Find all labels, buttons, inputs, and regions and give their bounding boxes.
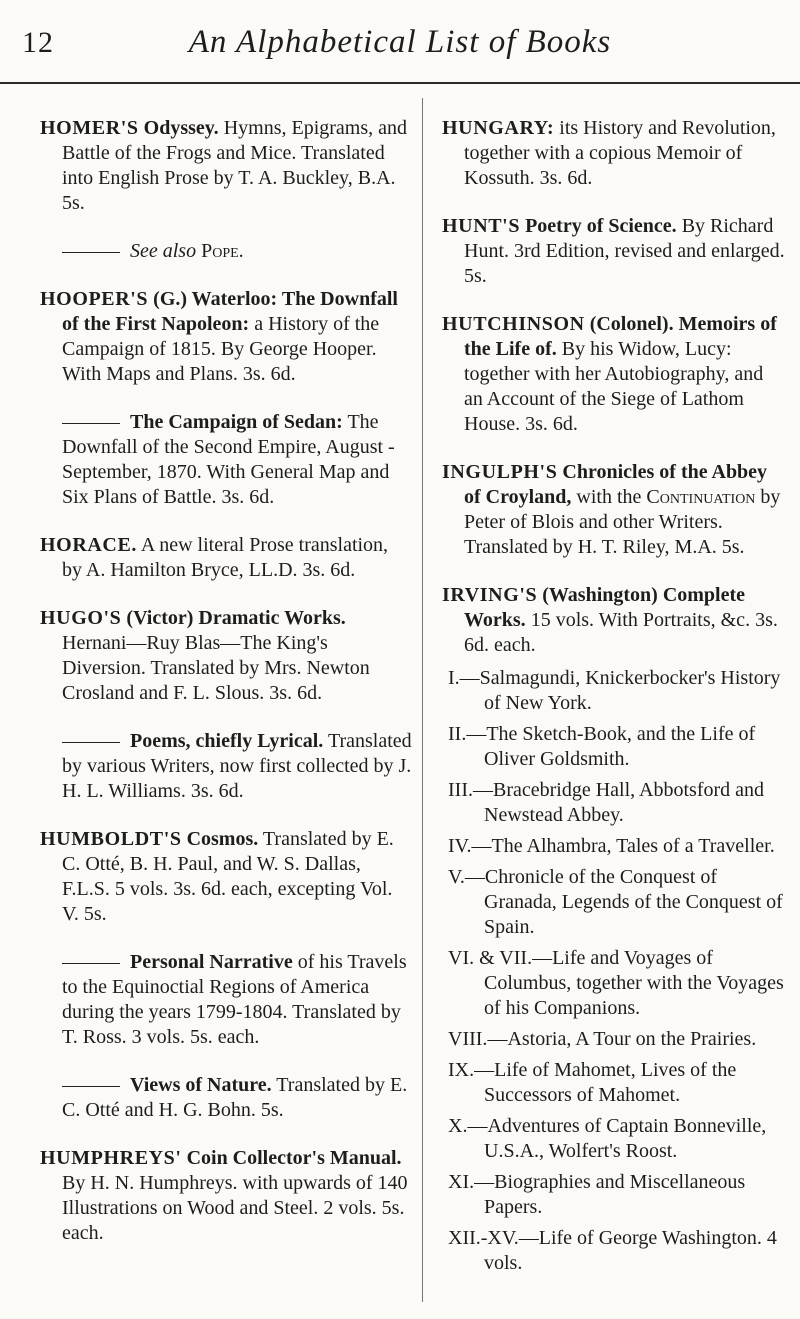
entry-hooper-sedan bbox=[40, 410, 412, 510]
see-also-reference: Pope. bbox=[201, 240, 244, 262]
entry-description: its History and Revolution, together with a copious Memoir of Kossuth. 3s. 6d. bbox=[464, 117, 776, 189]
entry-horace bbox=[40, 533, 412, 583]
ditto-dash bbox=[62, 1086, 120, 1087]
entry-hugo bbox=[40, 606, 412, 706]
entry-humboldt-narrative bbox=[40, 950, 412, 1050]
volume-contents: —Life of Mahomet, Lives of the Successors of Mahomet. bbox=[474, 1059, 737, 1106]
entry-description: with the bbox=[576, 486, 642, 508]
see-also-label: See also bbox=[130, 240, 197, 262]
entry-title: The Campaign of Sedan: bbox=[130, 411, 343, 433]
entry-headword: HORACE. bbox=[40, 534, 137, 556]
volume-number: VI. & VII. bbox=[448, 947, 533, 969]
entry-headword: IRVING'S bbox=[442, 584, 538, 606]
volume-item bbox=[442, 1170, 785, 1220]
entry-description-cont: by Peter of Blois and other Writers. Translated by H. T. Riley, M.A. 5s. bbox=[464, 486, 781, 558]
volume-number: X. bbox=[448, 1115, 468, 1137]
entry-title: Cosmos. bbox=[186, 828, 259, 850]
ditto-dash bbox=[62, 742, 120, 743]
right-column bbox=[442, 116, 785, 1282]
entry-title: (Washington) Complete Works. bbox=[464, 584, 746, 631]
entry-title: Poetry of Science. bbox=[525, 215, 677, 237]
entry-humphreys bbox=[40, 1146, 412, 1246]
volume-contents: —Life of George Washington. 4 vols. bbox=[484, 1227, 777, 1274]
entry-homer bbox=[40, 116, 412, 216]
left-column bbox=[40, 116, 412, 1269]
volume-number: XII.-XV. bbox=[448, 1227, 519, 1249]
volume-contents: —The Alhambra, Tales of a Traveller. bbox=[471, 835, 775, 857]
volume-number: VIII. bbox=[448, 1028, 488, 1050]
running-title: An Alphabetical List of Books bbox=[188, 24, 612, 60]
entry-irving bbox=[442, 583, 785, 658]
entry-hunt bbox=[442, 214, 785, 289]
entry-headword: HUMBOLDT'S bbox=[40, 828, 182, 850]
volume-number: IV. bbox=[448, 835, 472, 857]
entry-humboldt-views bbox=[40, 1073, 412, 1123]
continuation-label: Continuation bbox=[646, 486, 756, 508]
entry-description: Hymns, Epigrams, and Battle of the Frogs and Mice. Translated into English Prose by T. A. Buckley, B.A. 5s. bbox=[62, 117, 407, 214]
entry-hungary bbox=[442, 116, 785, 191]
column-divider bbox=[422, 98, 423, 1302]
entry-headword: HUNGARY: bbox=[442, 117, 555, 139]
entry-description: a History of the Campaign of 1815. By George Hooper. With Maps and Plans. 3s. 6d. bbox=[62, 313, 380, 385]
volume-item bbox=[442, 865, 785, 940]
entry-title: Views of Nature. bbox=[130, 1074, 272, 1096]
irving-volume-list bbox=[442, 666, 785, 1276]
ditto-dash bbox=[62, 252, 120, 253]
entry-headword: INGULPH'S bbox=[442, 461, 558, 483]
page-header bbox=[0, 0, 800, 90]
volume-item bbox=[442, 1114, 785, 1164]
volume-item bbox=[442, 1226, 785, 1276]
entry-headword: HUGO'S bbox=[40, 607, 122, 629]
volume-contents: —Astoria, A Tour on the Prairies. bbox=[487, 1028, 757, 1050]
entry-headword: HOOPER'S bbox=[40, 288, 149, 310]
volume-number: II. bbox=[448, 723, 467, 745]
entry-headword: HUTCHINSON bbox=[442, 313, 585, 335]
entry-title: Coin Collector's Manual. bbox=[186, 1147, 402, 1169]
entry-headword: HUMPHREYS' bbox=[40, 1147, 182, 1169]
entry-title: Poems, chiefly Lyrical. bbox=[130, 730, 324, 752]
volume-item bbox=[442, 834, 785, 859]
entry-description: 15 vols. With Portraits, &c. 3s. 6d. each. bbox=[464, 609, 778, 656]
entry-homer-see-also bbox=[40, 239, 412, 264]
volume-contents: —Life and Voyages of Columbus, together with the Voyages of his Companions. bbox=[484, 947, 784, 1019]
entry-humboldt bbox=[40, 827, 412, 927]
volume-contents: —Bracebridge Hall, Abbotsford and Newstead Abbey. bbox=[472, 779, 765, 826]
volume-contents: —The Sketch-Book, and the Life of Oliver Goldsmith. bbox=[466, 723, 756, 770]
entry-headword: HOMER'S bbox=[40, 117, 139, 139]
entry-description: By Richard Hunt. 3rd Edition, revised and enlarged. 5s. bbox=[464, 215, 785, 287]
entry-description: By H. N. Humphreys. with upwards of 140 Illustrations on Wood and Steel. 2 vols. 5s. each. bbox=[62, 1172, 408, 1244]
entry-title: Personal Narrative bbox=[130, 951, 293, 973]
entry-hutchinson bbox=[442, 312, 785, 437]
entry-hugo-poems bbox=[40, 729, 412, 804]
volume-number: IX. bbox=[448, 1059, 475, 1081]
entry-description: A new literal Prose translation, by A. Hamilton Bryce, LL.D. 3s. 6d. bbox=[62, 534, 389, 581]
volume-number: XI. bbox=[448, 1171, 475, 1193]
entry-description: Translated by various Writers, now first collected by J. H. L. Williams. 3s. 6d. bbox=[62, 730, 412, 802]
volume-item bbox=[442, 722, 785, 772]
entry-title: (G.) Waterloo: The Downfall of the First Napoleon: bbox=[62, 288, 398, 335]
entry-title: (Colonel). Memoirs of the Life of. bbox=[464, 313, 777, 360]
volume-contents: —Salmagundi, Knickerbocker's History of New York. bbox=[459, 667, 781, 714]
volume-number: III. bbox=[448, 779, 473, 801]
entry-description: By his Widow, Lucy: together with her Autobiography, and an Account of the Siege of Lathom House. 3s. 6d. bbox=[464, 338, 764, 435]
entry-description: The Downfall of the Second Empire, August - September, 1870. With General Map and Six Plans of Battle. 3s. 6d. bbox=[62, 411, 395, 508]
volume-contents: —Biographies and Miscellaneous Papers. bbox=[474, 1171, 746, 1218]
volume-contents: —Adventures of Captain Bonneville, U.S.A., Wolfert's Roost. bbox=[467, 1115, 767, 1162]
entry-description: Translated by E. C. Otté and H. G. Bohn. 5s. bbox=[62, 1074, 408, 1121]
volume-item bbox=[442, 1027, 785, 1052]
entry-description: of his Travels to the Equinoctial Regions of America during the years 1799-1804. Translated by T. Ross. 3 vols. 5s. each. bbox=[62, 951, 407, 1048]
entry-title: Odyssey. bbox=[143, 117, 219, 139]
entry-description: Hernani—Ruy Blas—The King's Diversion. Translated by Mrs. Newton Crosland and F. L. Slous. 3s. 6d. bbox=[62, 632, 370, 704]
volume-item bbox=[442, 666, 785, 716]
volume-item bbox=[442, 1058, 785, 1108]
ditto-dash bbox=[62, 963, 120, 964]
ditto-dash bbox=[62, 423, 120, 424]
header-rule bbox=[0, 82, 800, 84]
entry-hooper bbox=[40, 287, 412, 387]
entry-ingulph bbox=[442, 460, 785, 560]
entry-title: (Victor) Dramatic Works. bbox=[126, 607, 346, 629]
entry-headword: HUNT'S bbox=[442, 215, 521, 237]
volume-contents: —Chronicle of the Conquest of Granada, Legends of the Conquest of Spain. bbox=[464, 866, 783, 938]
volume-number: I. bbox=[448, 667, 460, 689]
entry-description: Translated by E. C. Otté, B. H. Paul, and W. S. Dallas, F.L.S. 5 vols. 3s. 6d. each, excepting Vol. V. 5s. bbox=[62, 828, 394, 925]
volume-item bbox=[442, 946, 785, 1021]
page-number: 12 bbox=[22, 26, 54, 59]
volume-number: V. bbox=[448, 866, 465, 888]
volume-item bbox=[442, 778, 785, 828]
entry-title: Chronicles of the Abbey of Croyland, bbox=[464, 461, 768, 508]
